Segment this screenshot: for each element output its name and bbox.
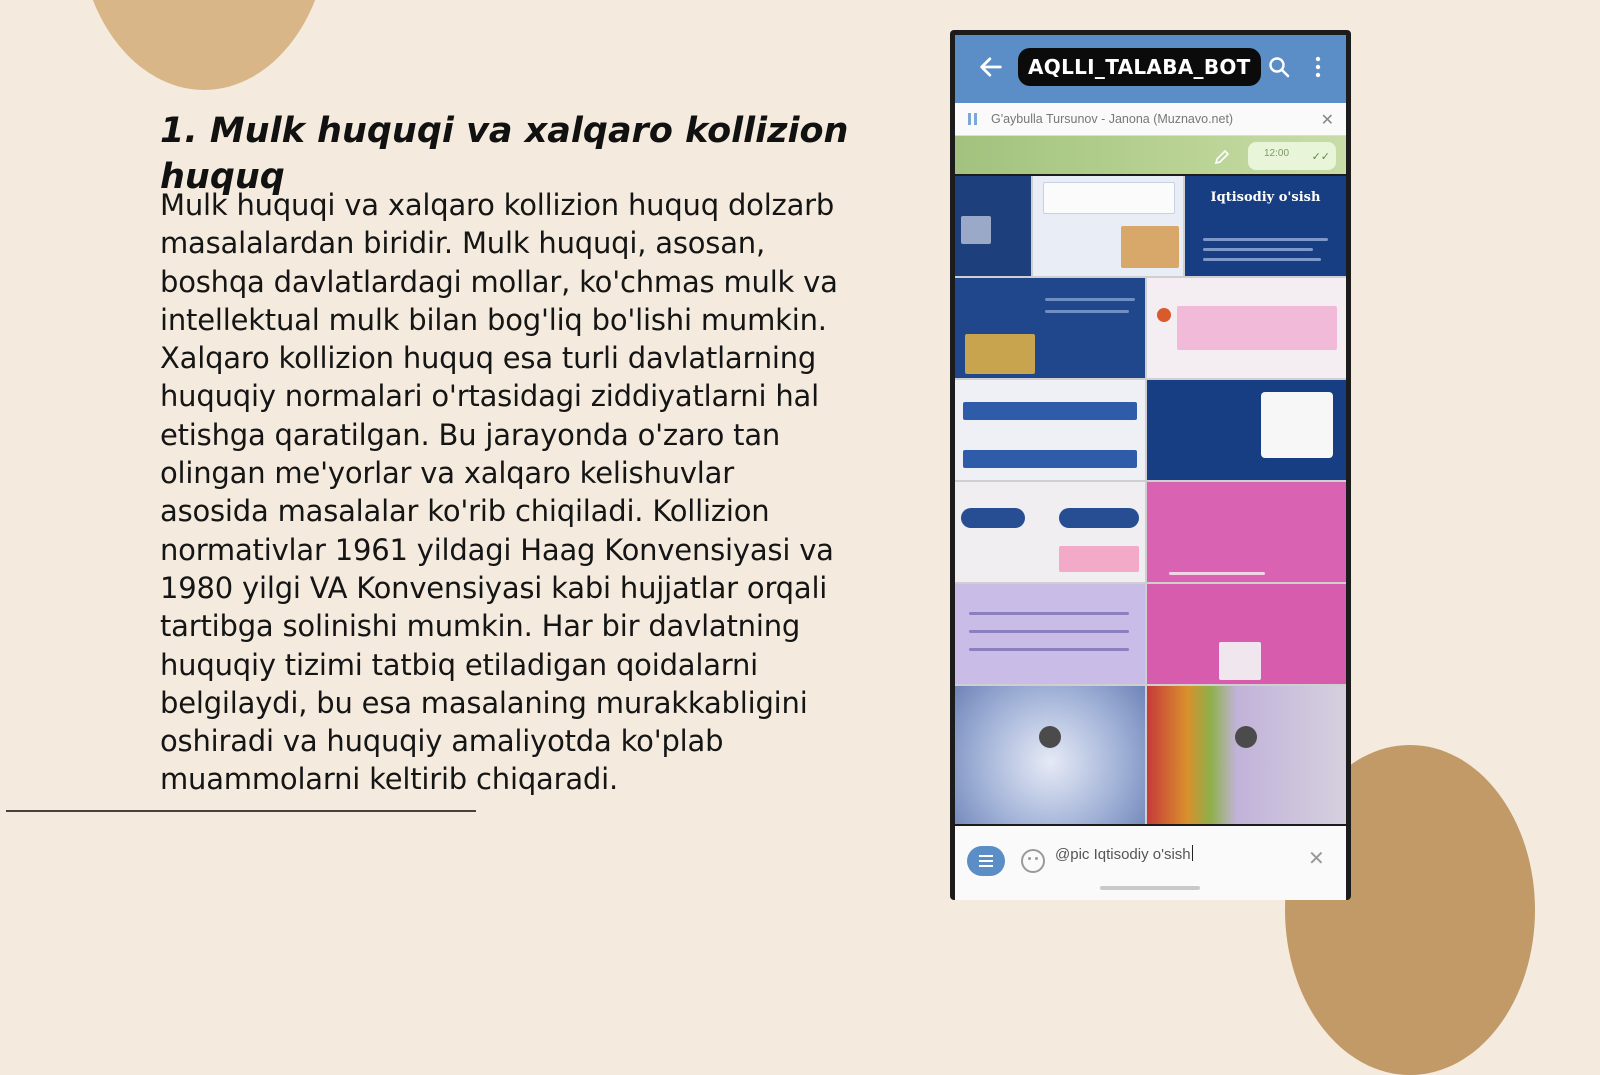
image-results-grid [955, 176, 1346, 824]
result-image[interactable] [1185, 176, 1346, 276]
search-icon[interactable] [1267, 55, 1291, 79]
message-input-field[interactable]: @pic Iqtisodiy o'sish [1055, 840, 1193, 870]
result-image[interactable] [955, 380, 1145, 480]
read-check-icon: ✓✓ [1311, 150, 1330, 163]
now-playing-title: G'aybulla Tursunov - Janona (Muznavo.net) [991, 112, 1234, 126]
now-playing-bar[interactable] [955, 103, 1346, 136]
divider-line [6, 810, 476, 812]
slide-title: 1. Mulk huquqi va xalqaro kollizion huquq [160, 111, 849, 197]
message-input-bar [955, 826, 1346, 900]
result-image-loading[interactable] [955, 686, 1145, 824]
result-image[interactable] [1147, 278, 1346, 378]
bot-name-title[interactable]: AQLLI_TALABA_BOT [1018, 48, 1261, 86]
pencil-icon[interactable] [1213, 148, 1231, 166]
emoji-icon[interactable] [1021, 849, 1045, 873]
result-image[interactable] [955, 584, 1145, 684]
result-tile-title: Iqtisodiy o'sish [1210, 190, 1321, 205]
back-arrow-icon[interactable] [977, 53, 1005, 81]
result-image[interactable] [1147, 584, 1346, 684]
home-indicator [1100, 886, 1200, 890]
clear-icon[interactable]: ✕ [1308, 846, 1325, 870]
result-image[interactable] [1147, 380, 1346, 480]
close-icon[interactable]: ✕ [1320, 110, 1334, 129]
result-image[interactable] [1033, 176, 1183, 276]
result-image[interactable] [955, 176, 1031, 276]
result-image-loading[interactable] [1147, 686, 1346, 824]
message-time: 12:00 [1264, 148, 1290, 159]
chat-background [955, 136, 1346, 174]
result-image[interactable] [955, 482, 1145, 582]
result-image[interactable] [1147, 482, 1346, 582]
more-vertical-icon[interactable] [1313, 55, 1323, 79]
slide-body-text: Mulk huquqi va xalqaro kollizion huquq dolzarb masalalardan biridir. Mulk huquqi, asosan, boshqa davlatlardagi mollar, ko'chmas mulk va intellektual mulk bilan bog'liq bo'lishi mumkin. Xalqaro kollizion huquq esa turli davlatlarning huquqiy normalari o'rtasidagi ziddiyatlarni hal etishga qaratilgan. Bu jarayonda o'zaro tan olingan me'yorlar va xalqaro kelishuvlar asosida masalalar ko'rib chiqiladi. Kollizion normativlar 1961 yildagi Haag Konvensiyasi va 1980 yilgi VA Konvensiyasi kabi hujjatlar orqali tartibga solinishi mumkin. Har bir davlatning huquqiy tizimi tatbiq etiladigan qoidalarni belgilaydi, bu esa masalaning murakkabligini oshiradi va huquqiy amaliyotda ko'plab muammolarni keltirib chiqaradi. [160, 188, 838, 797]
decorative-circle-top [78, 0, 330, 90]
result-image[interactable] [955, 278, 1145, 378]
pause-icon[interactable] [968, 113, 978, 125]
chat-header [955, 35, 1346, 103]
phone-screenshot [950, 30, 1351, 900]
menu-icon[interactable] [967, 846, 1005, 876]
message-bubble[interactable] [1248, 142, 1336, 170]
